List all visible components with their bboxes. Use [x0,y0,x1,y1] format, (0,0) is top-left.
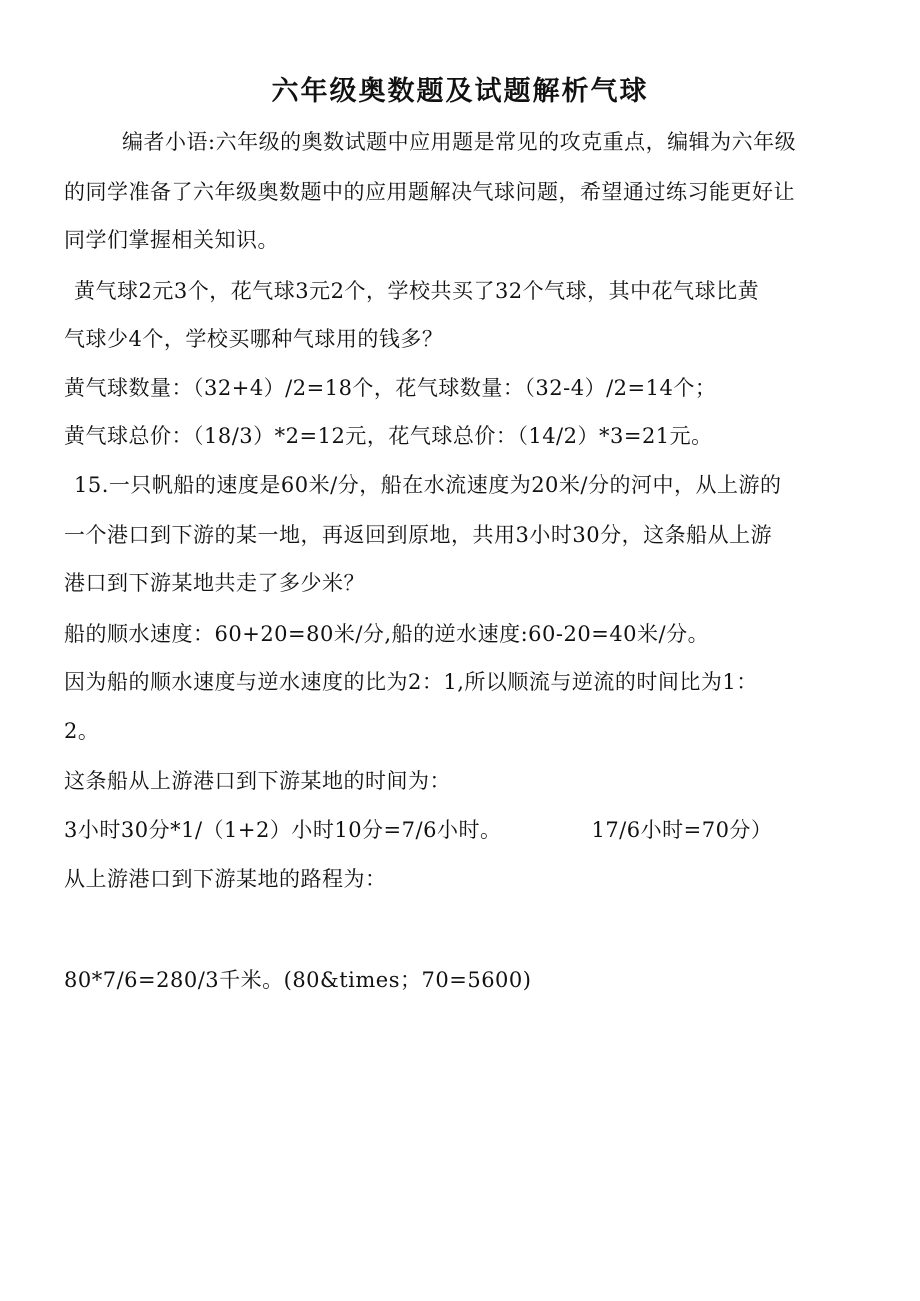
problem-boat-line-1: 15.一只帆船的速度是60米/分，船在水流速度为20米/分的河中，从上游的 [74,473,782,497]
paragraph-line-1: 编者小语:六年级的奥数试题中应用题是常见的攻克重点，编辑为六年级 [122,130,797,154]
solution-boat-line-5 [64,815,772,845]
document-title: 六年级奥数题及试题解析气球 [271,76,649,107]
solution-balloon-line-1: 黄气球数量：（32+4）/2=18个，花气球数量：（32-4）/2=14个； [64,376,717,400]
solution-boat-line-3: 2。 [64,719,100,743]
solution-boat-line-2: 因为船的顺水速度与逆水速度的比为2：1,所以顺流与逆流的时间比为1： [64,670,758,694]
solution-boat-line-7: 80*7/6=280/3千米。(80&times；70=5600) [64,968,532,992]
problem-boat-line-2: 一个港口到下游的某一地，再返回到原地，共用3小时30分，这条船从上游 [64,523,773,547]
solution-boat-line-1: 船的顺水速度：60+20=80米/分,船的逆水速度:60-20=40米/分。 [64,622,710,646]
paragraph-line-2: 的同学准备了六年级奥数题中的应用题解决气球问题，希望通过练习能更好让 [64,180,795,204]
solution-boat-line-6: 从上游港口到下游某地的路程为： [64,867,387,891]
solution-boat-line-5-part-2: 17/6小时=70分） [591,818,773,842]
paragraph-line-3: 同学们掌握相关知识。 [64,228,279,252]
solution-boat-line-4: 这条船从上游港口到下游某地的时间为： [64,769,451,793]
problem-boat-line-3: 港口到下游某地共走了多少米？ [64,571,365,595]
solution-balloon-line-2: 黄气球总价：（18/3）*2=12元，花气球总价：（14/2）*3=21元。 [64,424,713,448]
solution-boat-line-5-part-1: 3小时30分*1/（1+2）小时10分=7/6小时。 [64,818,502,842]
problem-balloon-line-2: 气球少4个，学校买哪种气球用的钱多？ [64,327,444,351]
problem-balloon-line-1: 黄气球2元3个，花气球3元2个，学校共买了32个气球，其中花气球比黄 [74,279,760,303]
